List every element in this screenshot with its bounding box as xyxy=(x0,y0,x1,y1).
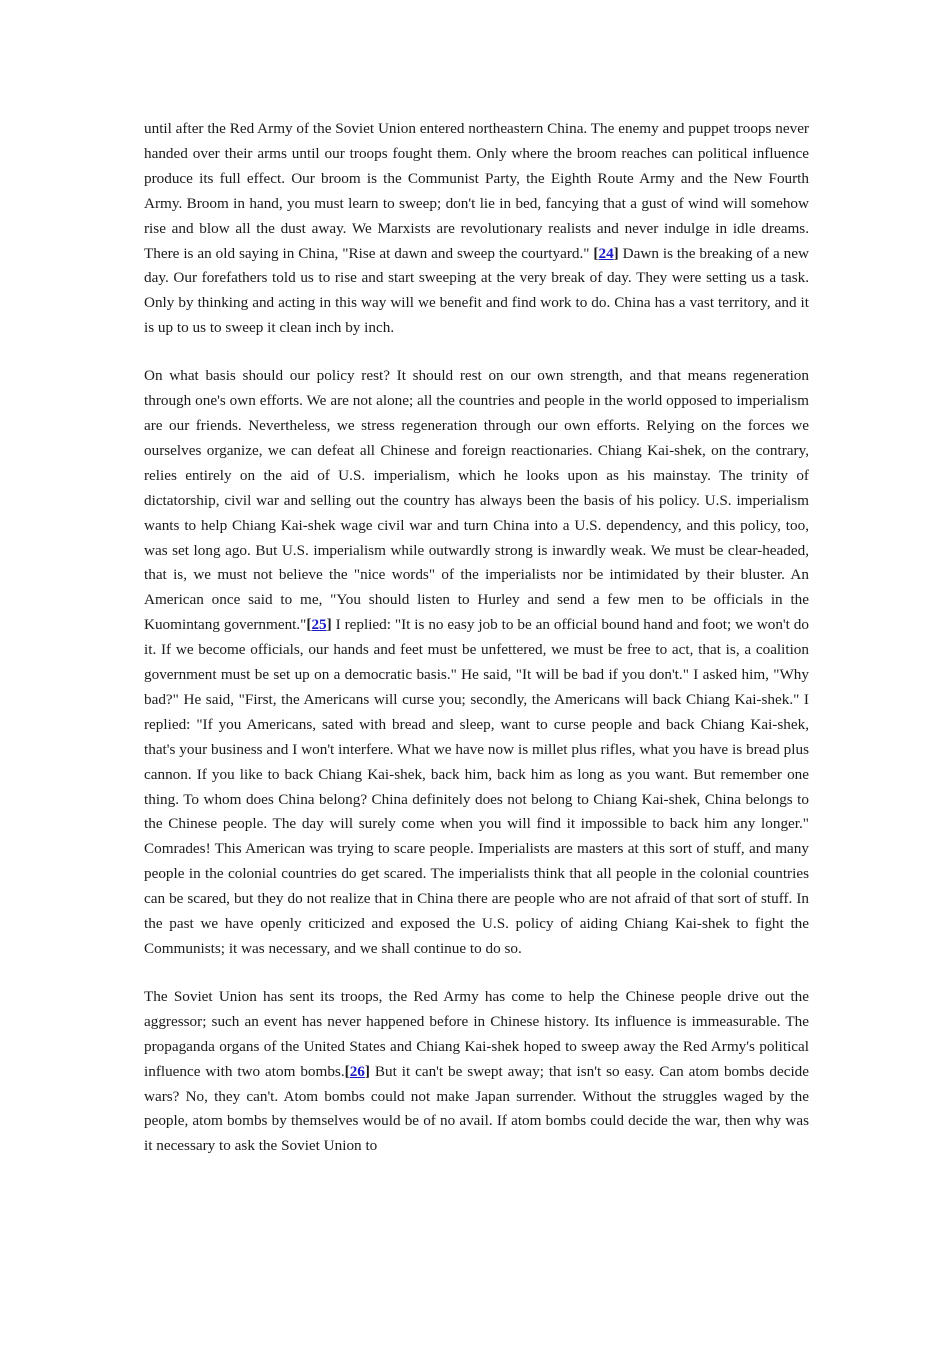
paragraph-text: I replied: "It is no easy job to be an official bound hand and foot; we won't do it. If we become officials, our hands and feet must be unfettered, we must be free to act, that is, a coalition government must be set up on a democratic basis." He said, "It will be bad if you don't." I asked him, "Why bad?" He said, "First, the Americans will curse you; secondly, the Americans will back Chiang Kai-shek." I replied: "If you Americans, sated with bread and sleep, want to curse people and back Chiang Kai-shek, that's your business and I won't interfere. What we have now is millet plus rifles, what you have is bread plus cannon. If you like to back Chiang Kai-shek, back him, back him as long as you want. But remember one thing. To whom does China belong? China definitely does not belong to Chiang Kai-shek, China belongs to the Chinese people. The day will surely come when you will find it impossible to back him any longer." Comrades! This American was trying to scare people. Imperialists are masters at this sort of stuff, and many people in the colonial countries do get scared. The imperialists think that all people in the colonial countries can be scared, but they do not realize that in China there are people who are not afraid of that sort of stuff. In the past we have openly criticized and exposed the U.S. policy of aiding Chiang Kai-shek to fight the Communists; it was necessary, and we shall continue to do so. xyxy=(144,616,809,957)
footnote-bracket-close: ] xyxy=(613,244,619,262)
footnote-bracket-open: [ xyxy=(593,244,599,262)
footnote-bracket-close: ] xyxy=(364,1062,370,1080)
footnote-reference xyxy=(306,616,331,633)
paragraph-text: But it can't be swept away; that isn't so easy. Can atom bombs decide wars? No, they can't. Atom bombs could not make Japan surrender. Without the struggles waged by the people, atom bombs by themselves would be of no avail. If atom bombs could decide the war, then why was it necessary to ask the Soviet Union to xyxy=(144,1062,809,1155)
paragraph-text: On what basis should our policy rest? It should rest on our own strength, and that means regeneration through one's own efforts. We are not alone; all the countries and people in the world opposed to imperialism are our friends. Nevertheless, we stress regeneration through our own efforts. Relying on the forces we ourselves organize, we can defeat all Chinese and foreign reactionaries. Chiang Kai-shek, on the contrary, relies entirely on the aid of U.S. imperialism, which he looks upon as his mainstay. The trinity of dictatorship, civil war and selling out the country has always been the basis of his policy. U.S. imperialism wants to help Chiang Kai-shek wage civil war and turn China into a U.S. dependency, and this policy, too, was set long ago. But U.S. imperialism while outwardly strong is inwardly weak. We must be clear-headed, that is, we must not believe the "nice words" of the imperialists nor be intimidated by their bluster. An American once said to me, "You should listen to Hurley and send a few men to be officials in the Kuomintang government." xyxy=(144,367,809,634)
footnote-link[interactable]: 25 xyxy=(311,616,327,634)
footnote-bracket-close: ] xyxy=(326,616,332,634)
paragraph-text: The Soviet Union has sent its troops, the Red Army has come to help the Chinese people drive out the aggressor; such an event has never happened before in Chinese history. Its influence is immeasurable. The propaganda organs of the United States and Chiang Kai-shek hoped to sweep away the Red Army's political influence with two atom bombs. xyxy=(144,987,809,1080)
paragraph-text: Dawn is the breaking of a new day. Our forefathers told us to rise and start sweeping at the very break of day. They were setting us a task. Only by thinking and acting in this way will we benefit and find work to do. China has a vast territory, and it is up to us to sweep it clean inch by inch. xyxy=(144,244,809,337)
paragraph-text: until after the Red Army of the Soviet Union entered northeastern China. The enemy and puppet troops never handed over their arms until our troops fought them. Only where the broom reaches can political influence produce its full effect. Our broom is the Communist Party, the Eighth Route Army and the New Fourth Army. Broom in hand, you must learn to sweep; don't lie in bed, fancying that a gust of wind will somehow rise and blow all the dust away. We Marxists are revolutionary realists and never indulge in idle dreams. There is an old saying in China, "Rise at dawn and sweep the courtyard." xyxy=(144,120,809,262)
paragraph xyxy=(144,985,809,1159)
footnote-reference xyxy=(345,1063,370,1080)
footnote-reference xyxy=(593,245,618,262)
document-body xyxy=(144,117,809,1182)
paragraph xyxy=(144,364,809,962)
footnote-link[interactable]: 26 xyxy=(349,1062,365,1080)
footnote-link[interactable]: 24 xyxy=(598,244,614,262)
footnote-bracket-open: [ xyxy=(306,616,312,634)
footnote-bracket-open: [ xyxy=(344,1062,350,1080)
paragraph xyxy=(144,117,809,341)
